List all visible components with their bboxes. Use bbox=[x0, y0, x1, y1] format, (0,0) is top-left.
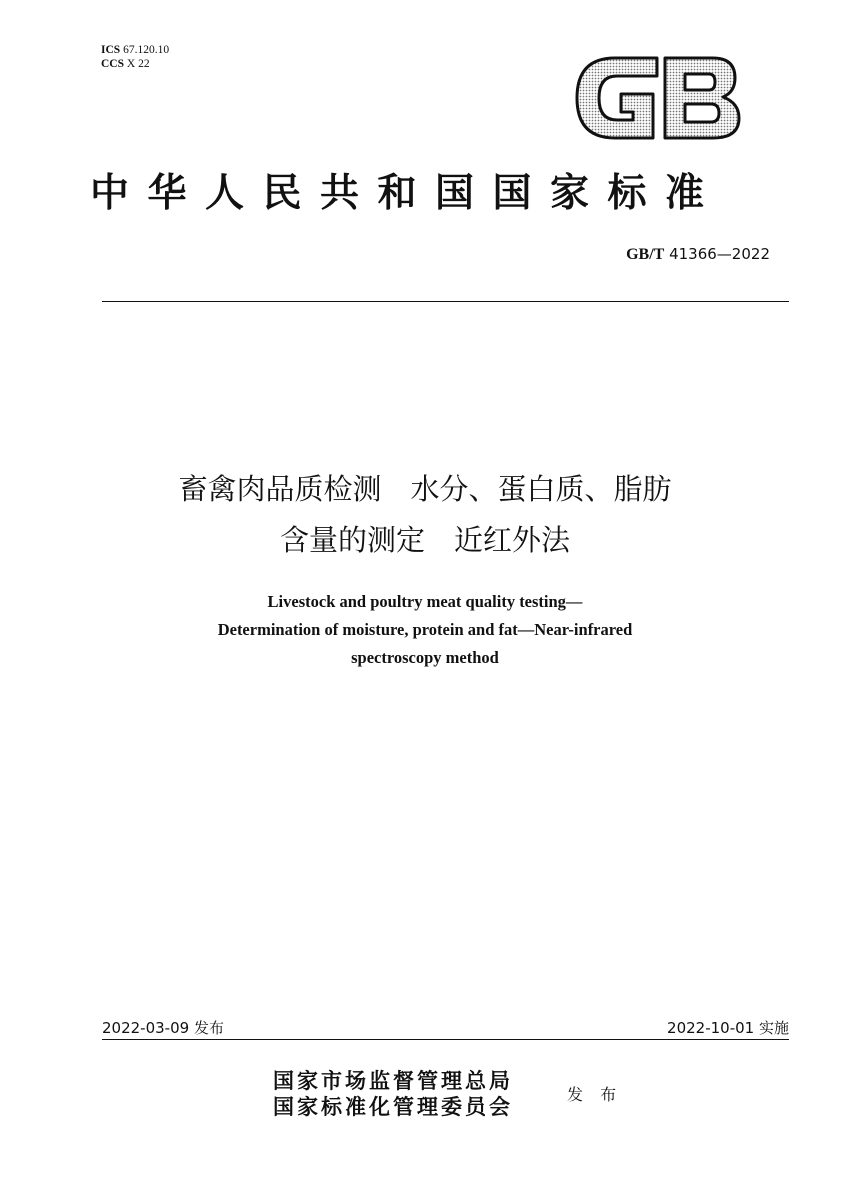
ccs-label: CCS bbox=[101, 58, 125, 70]
implementation-date: 2022-10-01 实施 bbox=[667, 1019, 789, 1037]
ics-label: ICS bbox=[101, 44, 121, 56]
top-divider bbox=[102, 301, 789, 302]
standard-number-value: 41366—2022 bbox=[669, 245, 770, 263]
publisher-line-1: 国家市场监督管理总局 bbox=[273, 1068, 513, 1093]
ics-value: 67.120.10 bbox=[123, 44, 170, 56]
publish-verb: 发 布 bbox=[567, 1085, 623, 1104]
ics-code bbox=[101, 43, 169, 57]
english-title-line-3: spectroscopy method bbox=[351, 648, 499, 667]
ccs-value: X 22 bbox=[126, 58, 150, 70]
classification-codes bbox=[101, 43, 169, 71]
publisher-line-2: 国家标准化管理委员会 bbox=[273, 1094, 513, 1119]
english-title-line-2: Determination of moisture, protein and fat—Near-infrared bbox=[217, 620, 633, 639]
standard-number bbox=[626, 245, 770, 264]
gb-logo-icon bbox=[573, 56, 741, 140]
english-title-line-1: Livestock and poultry meat quality testing— bbox=[267, 592, 583, 611]
standard-prefix: GB/T bbox=[626, 246, 665, 263]
chinese-title-line-2: 含量的测定 近红外法 bbox=[279, 523, 570, 557]
bottom-divider bbox=[102, 1039, 789, 1040]
chinese-title-line-1: 畜禽肉品质检测 水分、蛋白质、脂肪 bbox=[178, 472, 672, 506]
issue-date: 2022-03-09 发布 bbox=[102, 1019, 224, 1037]
main-title: 中华人民共和国国家标准 bbox=[90, 170, 723, 216]
ccs-code bbox=[101, 57, 169, 71]
